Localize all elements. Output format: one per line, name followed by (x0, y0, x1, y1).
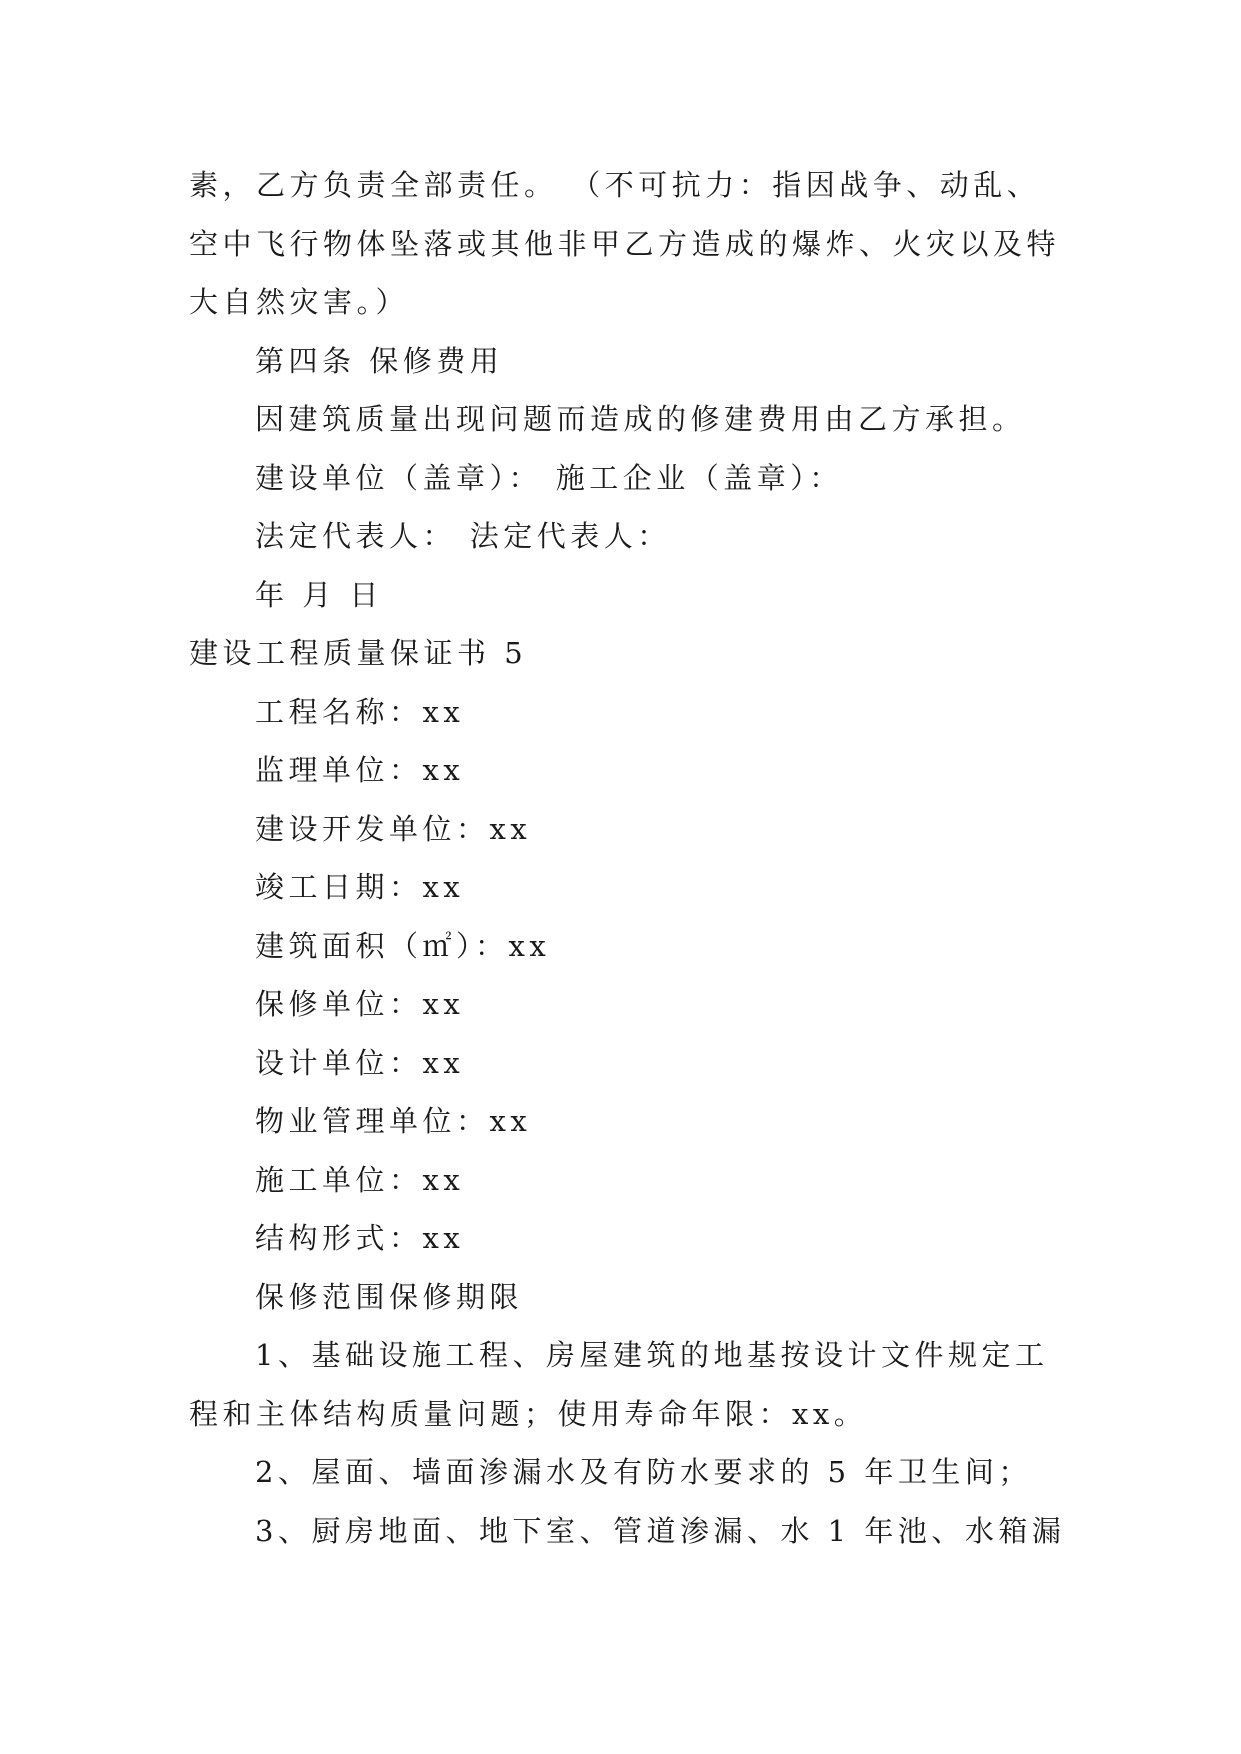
field-building-area: 建筑面积（㎡）：xx (255, 928, 551, 963)
warranty-item-1: 1、基础设施工程、房屋建筑的地基按设计文件规定工 (255, 1338, 1049, 1372)
date-line: 年 月 日 (255, 577, 383, 612)
article-heading: 第四条 保修费用 (255, 343, 504, 378)
warranty-item-3: 3、厨房地面、地下室、管道渗漏、水 1 年池、水箱漏 (255, 1513, 1066, 1548)
field-structure-type: 结构形式：xx (255, 1221, 465, 1255)
section-title: 建设工程质量保证书 5 (189, 636, 528, 670)
field-supervisor: 监理单位：xx (255, 753, 465, 787)
field-completion-date: 竣工日期：xx (255, 870, 465, 904)
paragraph-line: 因建筑质量出现问题而造成的修建费用由乙方承担。 (255, 402, 1026, 436)
paragraph-line: 素，乙方负责全部责任。 （不可抗力：指因战争、动乱、 (189, 168, 1041, 202)
field-developer: 建设开发单位：xx (255, 811, 532, 846)
field-warranty-unit: 保修单位：xx (255, 987, 465, 1021)
warranty-item-2: 2、屋面、墙面渗漏水及有防水要求的 5 年卫生间； (255, 1455, 1032, 1489)
paragraph-line: 大自然灾害。） (189, 285, 410, 319)
signature-line-seal: 建设单位（盖章）： 施工企业（盖章）： (255, 460, 843, 495)
field-design-unit: 设计单位：xx (255, 1045, 465, 1080)
signature-line-representative: 法定代表人： 法定代表人： (255, 519, 671, 553)
warranty-item-1-continued: 程和主体结构质量问题；使用寿命年限：xx。 (189, 1396, 868, 1431)
field-property-management: 物业管理单位：xx (255, 1104, 532, 1138)
field-project-name: 工程名称：xx (255, 694, 465, 729)
field-construction-unit: 施工单位：xx (255, 1162, 465, 1197)
paragraph-line: 空中飞行物体坠落或其他非甲乙方造成的爆炸、火灾以及特 (189, 226, 1061, 261)
document-body (189, 156, 1066, 1560)
warranty-scope-heading: 保修范围保修期限 (255, 1279, 524, 1314)
